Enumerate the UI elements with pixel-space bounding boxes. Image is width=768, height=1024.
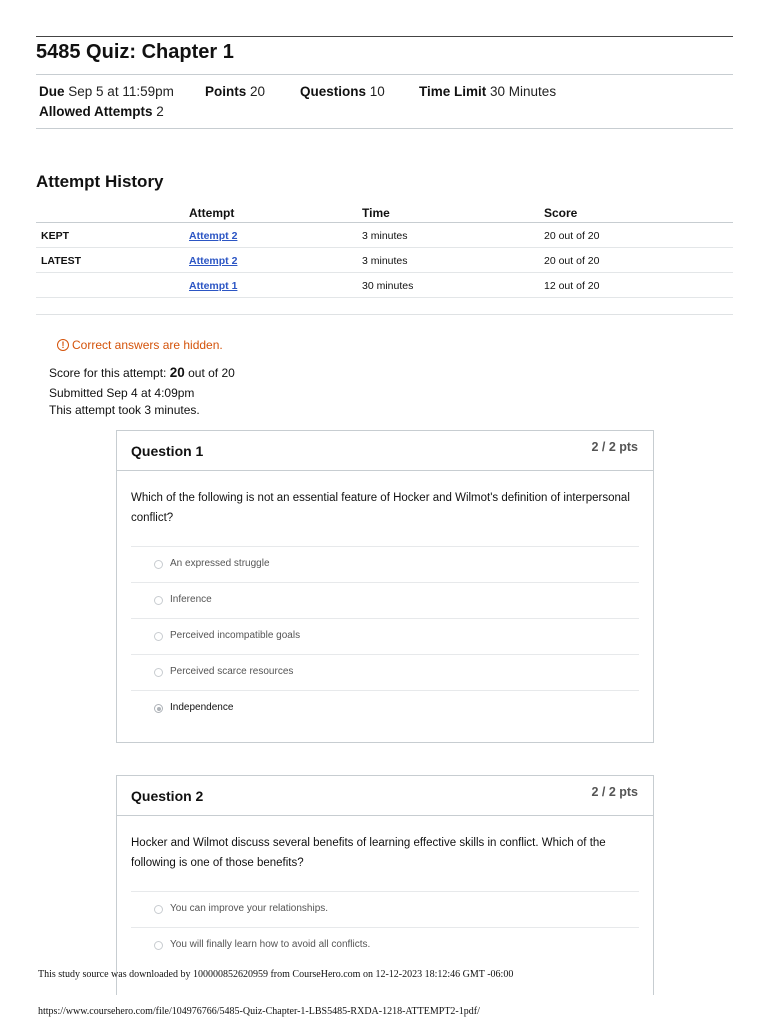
question-points: 2 / 2 pts	[591, 785, 638, 799]
table-row	[36, 248, 733, 273]
attempt-score: 20 out of 20	[544, 255, 600, 267]
divider	[36, 74, 733, 75]
answer-option[interactable]	[131, 618, 639, 654]
attempt-link[interactable]: Attempt 2	[189, 255, 238, 267]
due-value: Sep 5 at 11:59pm	[68, 84, 174, 99]
attempt-history-table	[36, 201, 733, 298]
submitted-time: Submitted Sep 4 at 4:09pm	[49, 386, 195, 400]
page-title: 5485 Quiz: Chapter 1	[36, 41, 234, 63]
attempt-link[interactable]: Attempt 1	[189, 280, 238, 292]
answer-text: An expressed struggle	[170, 558, 270, 569]
exclamation-circle-icon: !	[57, 339, 69, 351]
question-card	[116, 430, 654, 743]
score-value: 20	[169, 365, 185, 380]
allowed-attempts-info	[39, 104, 164, 119]
row-label: KEPT	[41, 230, 70, 242]
top-rule	[36, 36, 733, 37]
due-label: Due	[39, 84, 65, 99]
divider	[36, 128, 733, 129]
attempts-value: 2	[156, 104, 164, 119]
question-text: Hocker and Wilmot discuss several benefits of learning effective skills in conflict. Which of the following is one of those benefits?	[131, 837, 606, 869]
attempt-time: 3 minutes	[362, 255, 408, 267]
answers-hidden-notice	[57, 338, 223, 352]
answer-option-selected[interactable]	[131, 690, 639, 726]
question-header	[117, 431, 653, 471]
answer-option[interactable]	[131, 546, 639, 582]
table-row	[36, 223, 733, 248]
download-source-notice: This study source was downloaded by 100000852620959 from CourseHero.com on 12-12-2023 18:12:46 GMT -06:00	[38, 969, 514, 980]
score-suffix: out of 20	[188, 366, 235, 380]
attempt-time: 30 minutes	[362, 280, 414, 292]
points-info	[205, 84, 265, 99]
questions-value: 10	[369, 84, 385, 99]
answer-option[interactable]	[131, 582, 639, 618]
question-card	[116, 775, 654, 995]
radio-button-icon[interactable]	[154, 941, 163, 950]
answer-option[interactable]	[131, 927, 639, 963]
answer-text: Perceived incompatible goals	[170, 630, 301, 641]
divider	[36, 314, 733, 315]
attempt-score: 20 out of 20	[544, 230, 600, 242]
question-header	[117, 776, 653, 816]
question-points: 2 / 2 pts	[591, 440, 638, 454]
due-info	[39, 84, 174, 99]
radio-button-icon[interactable]	[154, 560, 163, 569]
radio-button-icon[interactable]	[154, 905, 163, 914]
column-header-attempt: Attempt	[189, 206, 235, 220]
time-limit-info	[419, 84, 556, 99]
question-title: Question 2	[131, 788, 204, 804]
attempt-link[interactable]: Attempt 2	[189, 230, 238, 242]
attempt-score: 12 out of 20	[544, 280, 600, 292]
questions-info	[300, 84, 385, 99]
question-text: Which of the following is not an essential feature of Hocker and Wilmot's definition of interpersonal conflict?	[131, 492, 630, 524]
points-value: 20	[250, 84, 266, 99]
question-title: Question 1	[131, 443, 204, 459]
answer-text: Perceived scarce resources	[170, 666, 294, 677]
radio-button-icon[interactable]	[154, 668, 163, 677]
attempt-score-line	[49, 365, 235, 380]
column-header-score: Score	[544, 206, 578, 220]
column-header-time: Time	[362, 206, 390, 220]
attempts-label: Allowed Attempts	[39, 104, 153, 119]
radio-button-icon[interactable]	[154, 632, 163, 641]
answer-option[interactable]	[131, 891, 639, 927]
answer-text: Inference	[170, 594, 212, 605]
answers-hidden-text: Correct answers are hidden.	[72, 338, 223, 352]
answer-text: Independence	[170, 702, 234, 713]
attempt-history-title: Attempt History	[36, 172, 164, 191]
table-header	[36, 201, 733, 223]
time-limit-label: Time Limit	[419, 84, 487, 99]
row-label: LATEST	[41, 255, 82, 267]
radio-button-icon[interactable]	[154, 596, 163, 605]
table-row	[36, 273, 733, 298]
time-limit-value: 30 Minutes	[490, 84, 557, 99]
score-prefix: Score for this attempt:	[49, 366, 167, 380]
answer-option[interactable]	[131, 654, 639, 690]
answer-text: You can improve your relationships.	[170, 903, 329, 914]
points-label: Points	[205, 84, 247, 99]
questions-label: Questions	[300, 84, 367, 99]
source-url: https://www.coursehero.com/file/104976766/5485-Quiz-Chapter-1-LBS5485-RXDA-1218-ATTEMPT2-1pdf/	[38, 1006, 480, 1017]
radio-button-selected-icon[interactable]	[154, 704, 163, 713]
attempt-time: 3 minutes	[362, 230, 408, 242]
answer-text: You will finally learn how to avoid all conflicts.	[170, 939, 371, 950]
attempt-duration: This attempt took 3 minutes.	[49, 403, 200, 417]
